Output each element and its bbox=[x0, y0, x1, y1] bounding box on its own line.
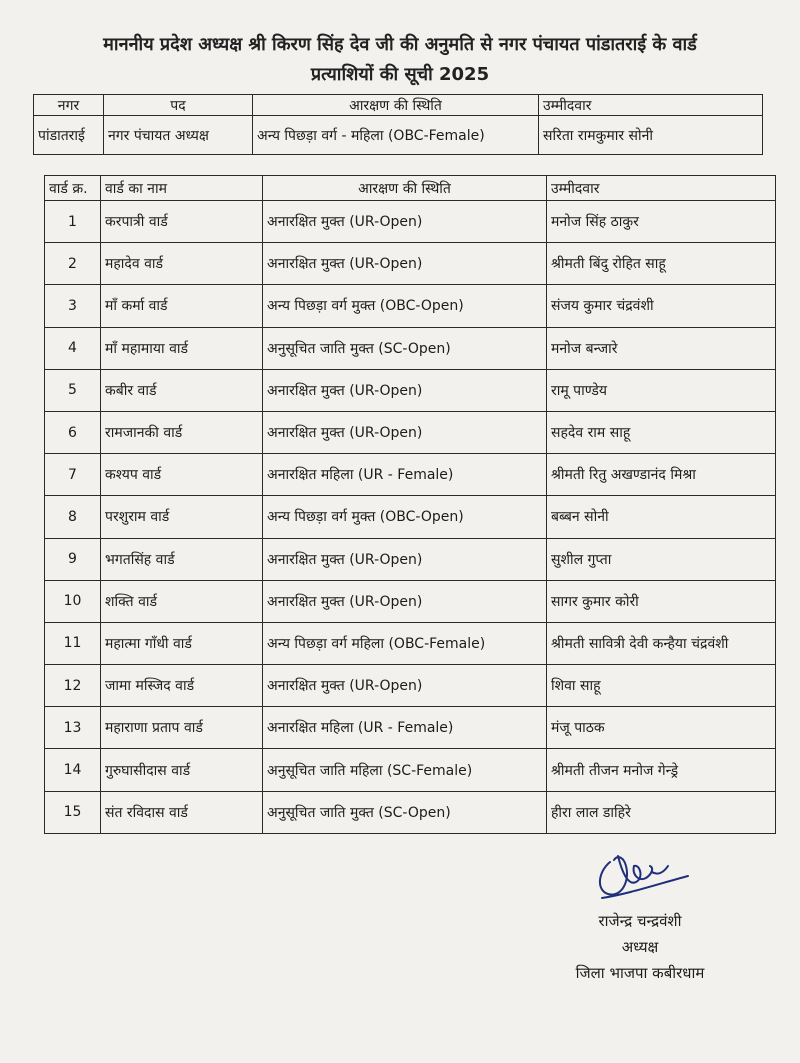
ward-row bbox=[45, 538, 776, 580]
header-candidate: उम्मीदवार bbox=[539, 95, 763, 116]
ward-name: महादेव वार्ड bbox=[101, 243, 263, 285]
ward-name: जामा मस्जिद वार्ड bbox=[101, 665, 263, 707]
header-reservation: आरक्षण की स्थिति bbox=[253, 95, 539, 116]
ward-row bbox=[45, 201, 776, 243]
ward-candidate: शिवा साहू bbox=[547, 665, 776, 707]
ward-candidate: श्रीमती सावित्री देवी कन्हैया चंद्रवंशी bbox=[547, 622, 776, 664]
ward-name: परशुराम वार्ड bbox=[101, 496, 263, 538]
ward-reservation: अनुसूचित जाति मुक्त (SC-Open) bbox=[263, 327, 547, 369]
signatory-name: राजेन्द्र चन्द्रवंशी bbox=[598, 912, 682, 930]
ward-reservation: अनुसूचित जाति महिला (SC-Female) bbox=[263, 749, 547, 791]
ward-candidate: सागर कुमार कोरी bbox=[547, 580, 776, 622]
ward-candidate: हीरा लाल डाहिरे bbox=[547, 791, 776, 833]
ward-number: 2 bbox=[45, 243, 101, 285]
header-candidate: उम्मीदवार bbox=[547, 176, 776, 201]
page-title bbox=[20, 30, 780, 90]
ward-number: 1 bbox=[45, 201, 101, 243]
ward-number: 15 bbox=[45, 791, 101, 833]
ward-candidate: मंजू पाठक bbox=[547, 707, 776, 749]
ward-number: 8 bbox=[45, 496, 101, 538]
president-table bbox=[33, 94, 763, 155]
signatory-organization: जिला भाजपा कबीरधाम bbox=[575, 964, 705, 982]
ward-number: 3 bbox=[45, 285, 101, 327]
ward-reservation: अनारक्षित मुक्त (UR-Open) bbox=[263, 411, 547, 453]
ward-reservation: अन्य पिछड़ा वर्ग मुक्त (OBC-Open) bbox=[263, 496, 547, 538]
header-reservation: आरक्षण की स्थिति bbox=[263, 176, 547, 201]
ward-number: 10 bbox=[45, 580, 101, 622]
ward-name: गुरुघासीदास वार्ड bbox=[101, 749, 263, 791]
ward-number: 14 bbox=[45, 749, 101, 791]
ward-name: भगतसिंह वार्ड bbox=[101, 538, 263, 580]
ward-name: रामजानकी वार्ड bbox=[101, 411, 263, 453]
ward-reservation: अनुसूचित जाति मुक्त (SC-Open) bbox=[263, 791, 547, 833]
signatory-block bbox=[520, 908, 760, 986]
ward-reservation: अनारक्षित मुक्त (UR-Open) bbox=[263, 201, 547, 243]
ward-row bbox=[45, 411, 776, 453]
ward-row bbox=[45, 243, 776, 285]
ward-number: 11 bbox=[45, 622, 101, 664]
ward-number: 5 bbox=[45, 369, 101, 411]
header-ward-no: वार्ड क्र. bbox=[45, 176, 101, 201]
ward-row bbox=[45, 749, 776, 791]
ward-reservation: अनारक्षित मुक्त (UR-Open) bbox=[263, 665, 547, 707]
ward-row bbox=[45, 369, 776, 411]
ward-reservation: अन्य पिछड़ा वर्ग मुक्त (OBC-Open) bbox=[263, 285, 547, 327]
ward-table-header bbox=[45, 176, 776, 201]
ward-row bbox=[45, 580, 776, 622]
ward-number: 13 bbox=[45, 707, 101, 749]
cell-nagar: पांडातराई bbox=[34, 116, 104, 155]
ward-row bbox=[45, 665, 776, 707]
cell-pad: नगर पंचायत अध्यक्ष bbox=[104, 116, 253, 155]
cell-reservation: अन्य पिछड़ा वर्ग - महिला (OBC-Female) bbox=[253, 116, 539, 155]
ward-name: माँ महामाया वार्ड bbox=[101, 327, 263, 369]
ward-name: महात्मा गाँधी वार्ड bbox=[101, 622, 263, 664]
ward-number: 6 bbox=[45, 411, 101, 453]
title-line-1: माननीय प्रदेश अध्यक्ष श्री किरण सिंह देव जी की अनुमति से नगर पंचायत पांडातराई के वार्ड bbox=[103, 34, 697, 55]
ward-candidate: संजय कुमार चंद्रवंशी bbox=[547, 285, 776, 327]
header-pad: पद bbox=[104, 95, 253, 116]
ward-table-body bbox=[45, 201, 776, 834]
header-ward-name: वार्ड का नाम bbox=[101, 176, 263, 201]
president-row bbox=[34, 116, 763, 155]
ward-candidate: मनोज सिंह ठाकुर bbox=[547, 201, 776, 243]
ward-row bbox=[45, 454, 776, 496]
ward-candidate: श्रीमती तीजन मनोज गेन्ड्रे bbox=[547, 749, 776, 791]
ward-name: महाराणा प्रताप वार्ड bbox=[101, 707, 263, 749]
ward-row bbox=[45, 622, 776, 664]
ward-table bbox=[44, 175, 776, 834]
ward-name: कबीर वार्ड bbox=[101, 369, 263, 411]
ward-reservation: अन्य पिछड़ा वर्ग महिला (OBC-Female) bbox=[263, 622, 547, 664]
ward-row bbox=[45, 496, 776, 538]
ward-name: शक्ति वार्ड bbox=[101, 580, 263, 622]
ward-reservation: अनारक्षित मुक्त (UR-Open) bbox=[263, 580, 547, 622]
signatory-designation: अध्यक्ष bbox=[621, 938, 659, 956]
ward-reservation: अनारक्षित महिला (UR - Female) bbox=[263, 454, 547, 496]
ward-reservation: अनारक्षित महिला (UR - Female) bbox=[263, 707, 547, 749]
ward-candidate: श्रीमती बिंदु रोहित साहू bbox=[547, 243, 776, 285]
ward-reservation: अनारक्षित मुक्त (UR-Open) bbox=[263, 538, 547, 580]
ward-candidate: मनोज बन्जारे bbox=[547, 327, 776, 369]
ward-candidate: रामू पाण्डेय bbox=[547, 369, 776, 411]
ward-row bbox=[45, 285, 776, 327]
ward-number: 4 bbox=[45, 327, 101, 369]
ward-candidate: बब्बन सोनी bbox=[547, 496, 776, 538]
ward-row bbox=[45, 791, 776, 833]
ward-reservation: अनारक्षित मुक्त (UR-Open) bbox=[263, 369, 547, 411]
title-line-2: प्रत्याशियों की सूची 2025 bbox=[310, 64, 490, 85]
header-nagar: नगर bbox=[34, 95, 104, 116]
ward-candidate: सहदेव राम साहू bbox=[547, 411, 776, 453]
president-table-header bbox=[34, 95, 763, 116]
cell-candidate: सरिता रामकुमार सोनी bbox=[539, 116, 763, 155]
ward-number: 7 bbox=[45, 454, 101, 496]
ward-name: करपात्री वार्ड bbox=[101, 201, 263, 243]
ward-row bbox=[45, 327, 776, 369]
ward-number: 12 bbox=[45, 665, 101, 707]
ward-row bbox=[45, 707, 776, 749]
ward-name: कश्यप वार्ड bbox=[101, 454, 263, 496]
ward-number: 9 bbox=[45, 538, 101, 580]
ward-candidate: श्रीमती रितु अखण्डानंद मिश्रा bbox=[547, 454, 776, 496]
ward-name: माँ कर्मा वार्ड bbox=[101, 285, 263, 327]
signature-mark bbox=[588, 842, 698, 904]
ward-name: संत रविदास वार्ड bbox=[101, 791, 263, 833]
ward-reservation: अनारक्षित मुक्त (UR-Open) bbox=[263, 243, 547, 285]
ward-candidate: सुशील गुप्ता bbox=[547, 538, 776, 580]
